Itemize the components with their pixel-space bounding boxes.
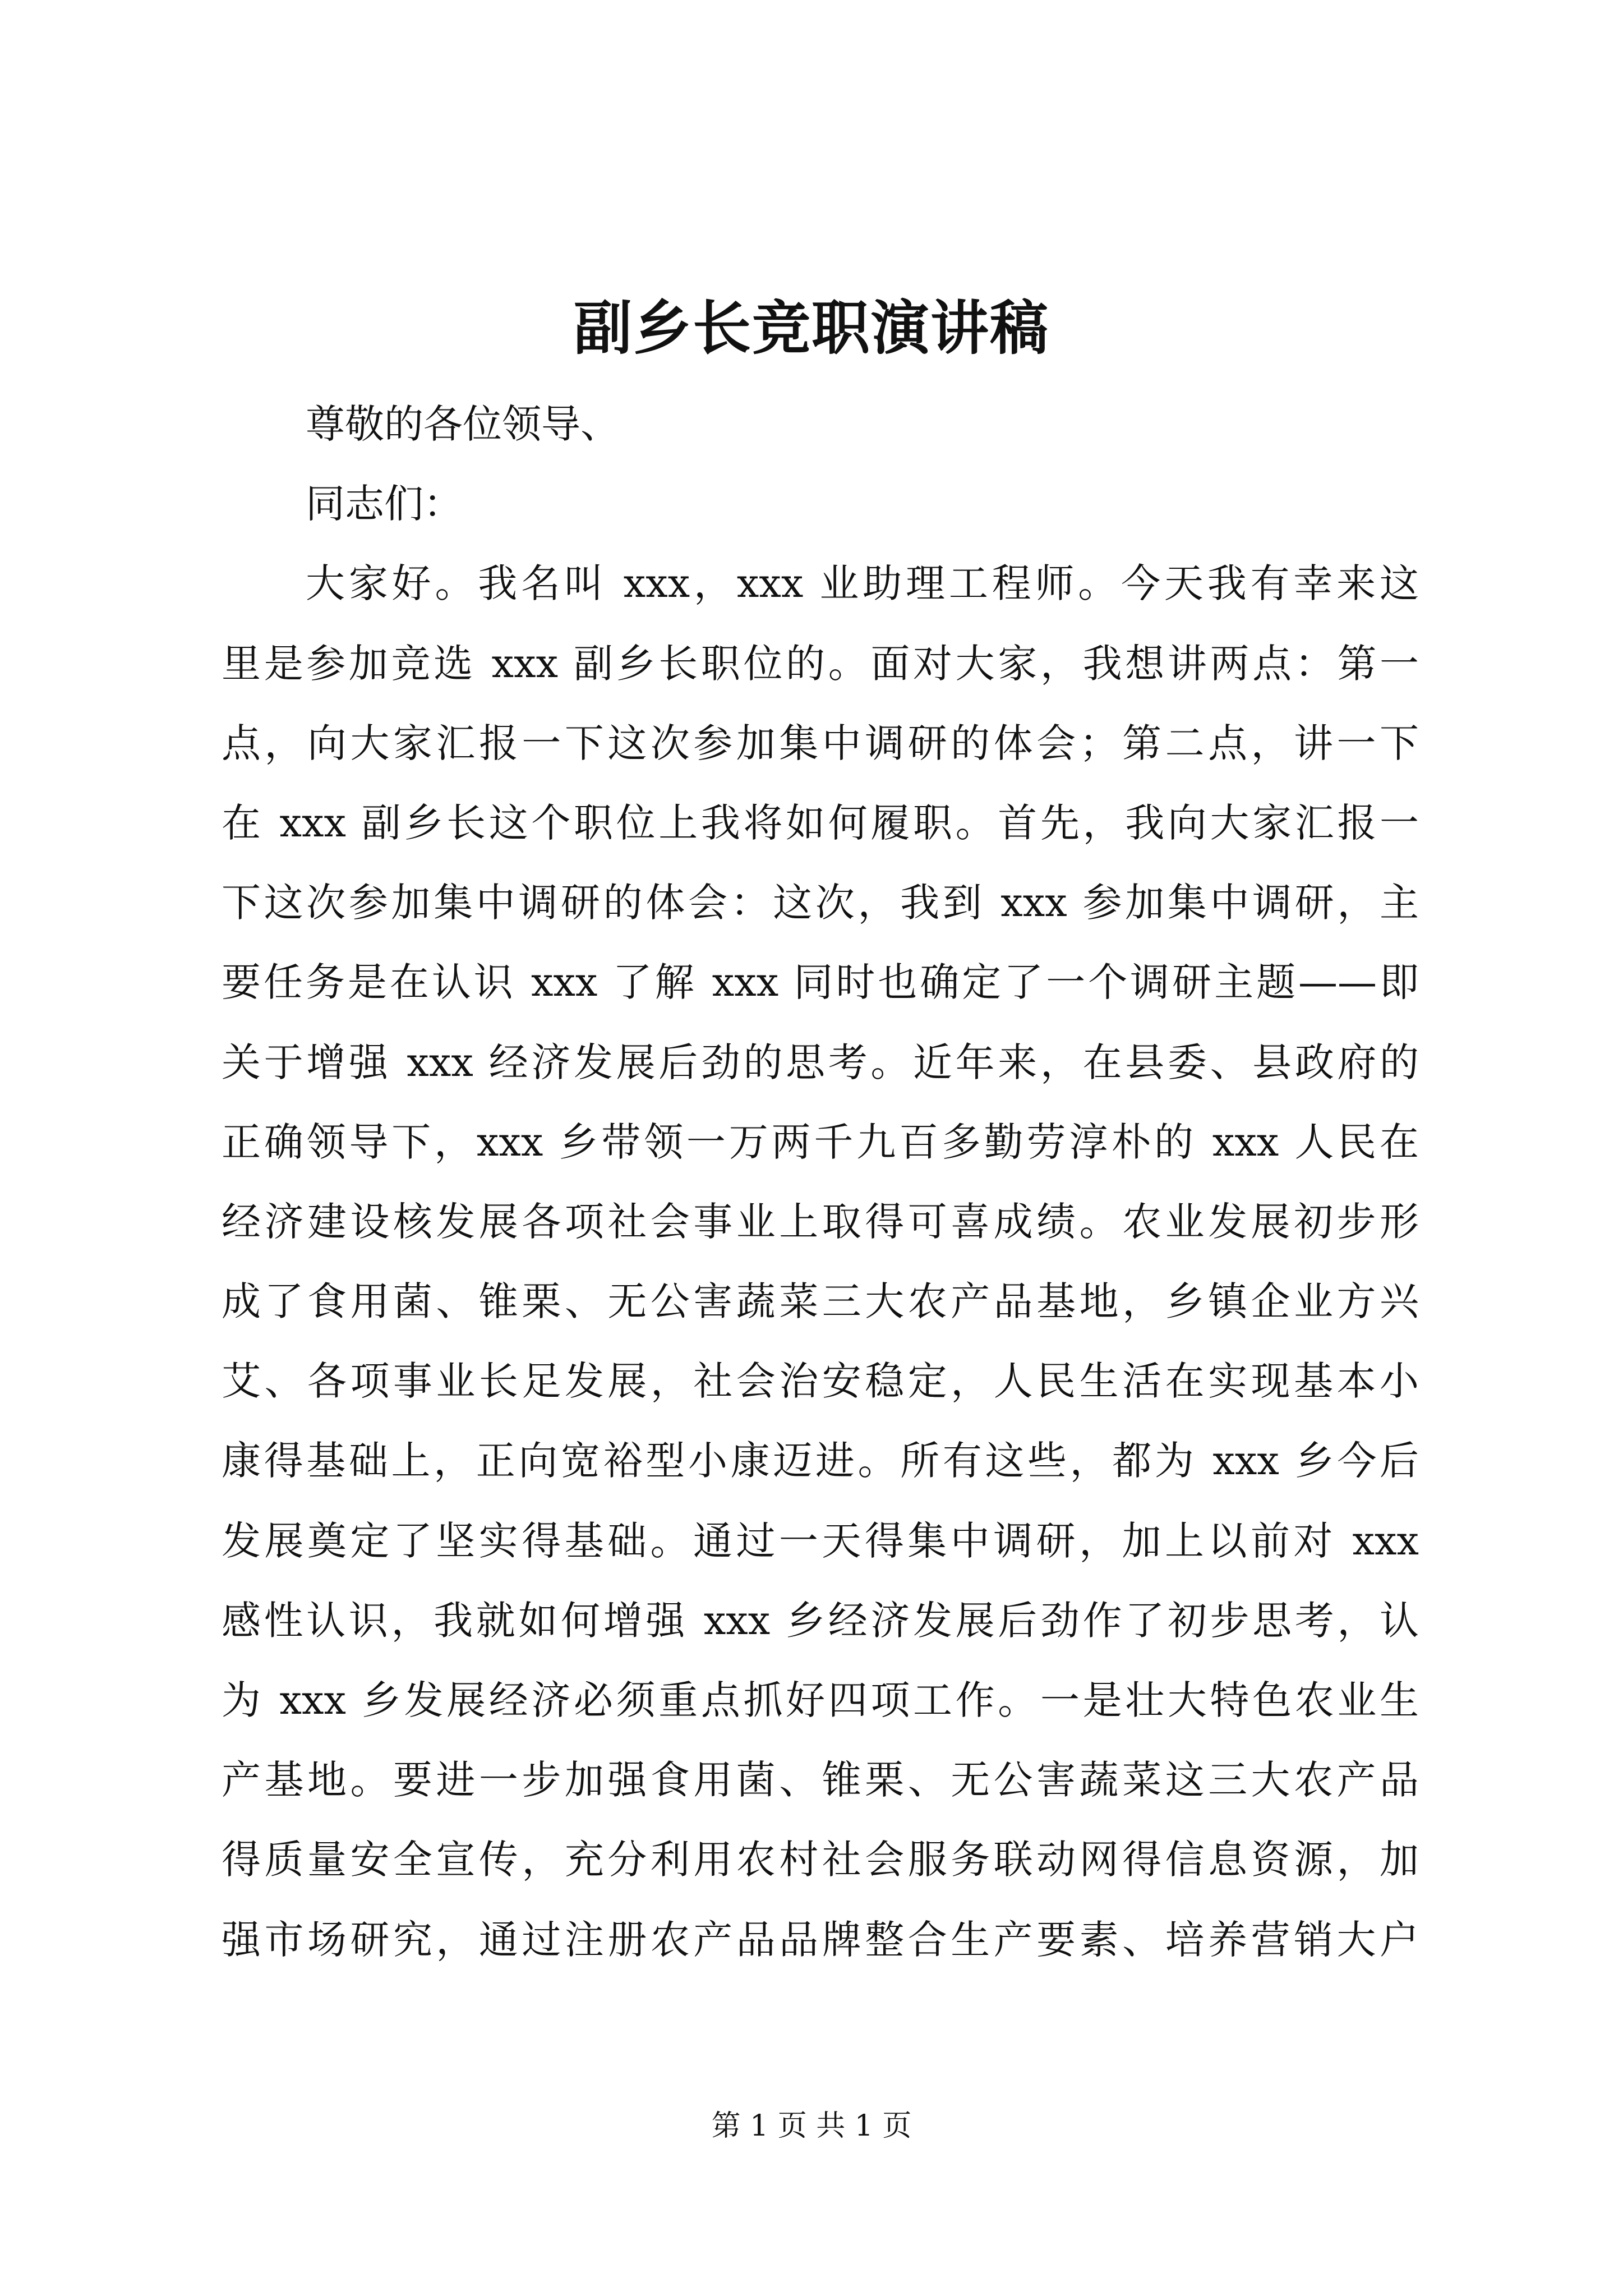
text-line: 要任务是在认识 xxx 了解 xxx 同时也确定了一个调研主题——即	[222, 959, 1419, 1006]
text-line: 成了食用菌、锥栗、无公害蔬菜三大农产品基地，乡镇企业方兴	[222, 1278, 1419, 1325]
text-line: 尊敬的各位领导、	[306, 401, 620, 447]
text-line: 正确领导下，xxx 乡带领一万两千九百多勤劳淳朴的 xxx 人民在	[222, 1119, 1419, 1165]
text-line: 强市场研究，通过注册农产品品牌整合生产要素、培养营销大户	[222, 1916, 1419, 1963]
text-line: 下这次参加集中调研的体会：这次，我到 xxx 参加集中调研，主	[222, 880, 1419, 926]
document-body	[222, 384, 1419, 1980]
text-line: 艾、各项事业长足发展，社会治安稳定，人民生活在实现基本小	[222, 1358, 1419, 1405]
text-line: 大家好。我名叫 xxx，xxx 业助理工程师。今天我有幸来这	[306, 560, 1419, 607]
text-line: 感性认识，我就如何增强 xxx 乡经济发展后劲作了初步思考，认	[222, 1597, 1419, 1644]
text-line: 康得基础上，正向宽裕型小康迈进。所有这些，都为 xxx 乡今后	[222, 1438, 1419, 1484]
text-line: 产基地。要进一步加强食用菌、锥栗、无公害蔬菜这三大农产品	[222, 1757, 1419, 1803]
text-line: 得质量安全宣传，充分利用农村社会服务联动网得信息资源，加	[222, 1837, 1419, 1883]
text-line: 同志们：	[306, 481, 463, 527]
page-footer: 第 1 页 共 1 页	[711, 2109, 912, 2143]
text-line: 经济建设核发展各项社会事业上取得可喜成绩。农业发展初步形	[222, 1198, 1419, 1245]
text-line: 发展奠定了坚实得基础。通过一天得集中调研，加上以前对 xxx	[222, 1517, 1419, 1564]
text-line: 点，向大家汇报一下这次参加集中调研的体会；第二点，讲一下	[222, 720, 1419, 766]
text-line: 关于增强 xxx 经济发展后劲的思考。近年来，在县委、县政府的	[222, 1039, 1419, 1085]
text-line: 里是参加竞选 xxx 副乡长职位的。面对大家，我想讲两点：第一	[222, 640, 1419, 687]
document-title: 副乡长竞职演讲稿	[573, 293, 1049, 362]
text-line: 为 xxx 乡发展经济必须重点抓好四项工作。一是壮大特色农业生	[222, 1677, 1419, 1723]
text-line: 在 xxx 副乡长这个职位上我将如何履职。首先，我向大家汇报一	[222, 799, 1419, 846]
